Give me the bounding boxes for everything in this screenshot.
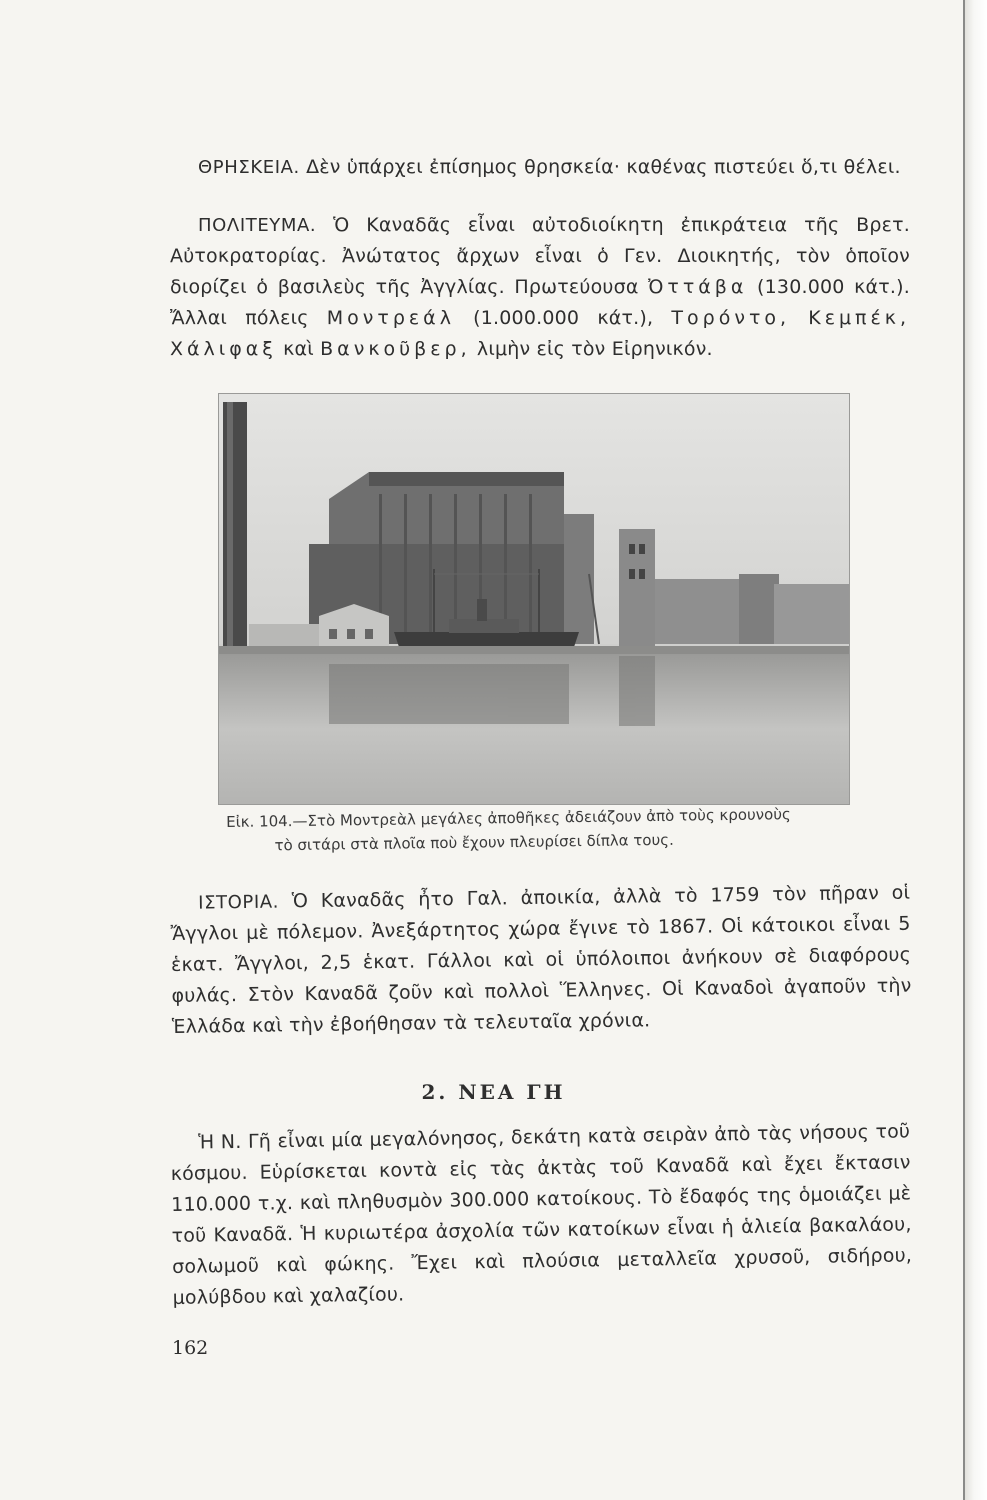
newfoundland-paragraph <box>170 1116 913 1314</box>
montreal-population: (1.000.000 κάτ.), <box>473 307 654 329</box>
section-title: 2. ΝΕΑ ΓΗ <box>421 1080 566 1104</box>
capital-name: Ὀττάβα <box>648 276 748 298</box>
history-label: ΙΣΤΟΡΙΑ. <box>198 891 280 914</box>
page-number: 162 <box>172 1337 209 1359</box>
caption-line-2: τὸ σιτάρι στὰ πλοῖα ποὺ ἔχουν πλευρίσει δίπλα τους. <box>274 830 674 855</box>
history-paragraph <box>170 878 912 1043</box>
government-text: Ὁ Καναδᾶς εἶναι αὐτοδιοίκητη ἐπικράτεια τῆς Βρετ. Αὐτοκρατορίας. Ἀνώτατος ἄρχων εἶναι ὁ Γεν. Διοικητής, τὸν ὁποῖον διορίζει ὁ βασιλεὺς τῆς Ἀγγλίας. Πρωτεύουσα <box>170 214 910 298</box>
government-label: ΠΟΛΙΤΕΥΜΑ. <box>198 215 317 236</box>
caption-line-1: Εἰκ. 104.—Στὸ Μοντρεὰλ μεγάλες ἀποθῆκες ἀδειάζουν ἀπὸ τοὺς κρουνοὺς <box>226 805 791 831</box>
newfoundland-text: Ἡ Ν. Γῆ εἶναι μία μεγαλόνησος, δεκάτη κατὰ σειρὰν ἀπὸ τὰς νήσους τοῦ κόσμου. Εὑρίσκεται κοντὰ εἰς τὰς ἀκτὰς τοῦ Καναδᾶ καὶ ἔχει ἔκτασιν 110.000 τ.χ. καὶ πληθυσμὸν 300.000 κατοίκους. Τὸ ἔδαφός της ὁμοιάζει μὲ τοῦ Καναδᾶ. Ἡ κυριωτέρα ἀσχολία τῶν κατοίκων εἶναι ἡ ἁλιεία βακαλάου, σολωμοῦ καὶ φώκης. Ἔχει καὶ πλούσια μεταλλεῖα χρυσοῦ, σιδήρου, μολύβδου καὶ χαλαζίου. <box>170 1120 913 1309</box>
vancouver-note: λιμὴν εἰς τὸν Εἰρηνικόν. <box>476 338 713 360</box>
religion-paragraph <box>170 152 910 183</box>
figure-caption <box>226 801 877 858</box>
history-text: Ὁ Καναδᾶς ἦτο Γαλ. ἀποικία, ἀλλὰ τὸ 1759 τὸν πῆραν οἱ Ἄγγλοι μὲ πόλεμον. Ἀνεξάρτητος χώρα ἔγινε τὸ 1867. Οἱ κάτοικοι εἶναι 5 ἑκατ. Ἄγγλοι, 2,5 ἑκατ. Γάλλοι καὶ οἱ ὑπόλοιποι ἀνήκουν σὲ διαφόρους φυλάς. Στὸν Καναδᾶ ζοῦν καὶ πολλοὶ Ἕλληνες. Οἱ Καναδοὶ ἀγαποῦν τὴν Ἑλλάδα καὶ τὴν ἐβοήθησαν τὰ τελευταῖα χρόνια. <box>170 881 912 1038</box>
religion-text: Δὲν ὑπάρχει ἐπίσημος θρησκεία· καθένας πιστεύει ὅ,τι θέλει. <box>306 156 901 178</box>
city-vancouver: Βανκοῦβερ, <box>320 338 471 360</box>
government-paragraph <box>170 210 910 365</box>
figure-photo-montreal-grain-elevators <box>218 393 850 805</box>
other-cities-intro: Ἄλλαι πόλεις <box>170 307 309 329</box>
city-quebec: Κεμπέκ, <box>808 307 910 329</box>
capital-population: (130.000 κάτ.). <box>757 276 910 298</box>
city-montreal: Μοντρεάλ <box>326 307 455 329</box>
city-toronto: Τορόντο, <box>671 307 791 329</box>
conjunction: καὶ <box>283 338 314 360</box>
tower <box>619 529 655 649</box>
city-halifax: Χάλιφαξ <box>170 338 277 360</box>
religion-label: ΘΡΗΣΚΕΙΑ. <box>198 157 300 178</box>
page-edge <box>963 0 987 1500</box>
photo-illustration <box>219 394 849 804</box>
